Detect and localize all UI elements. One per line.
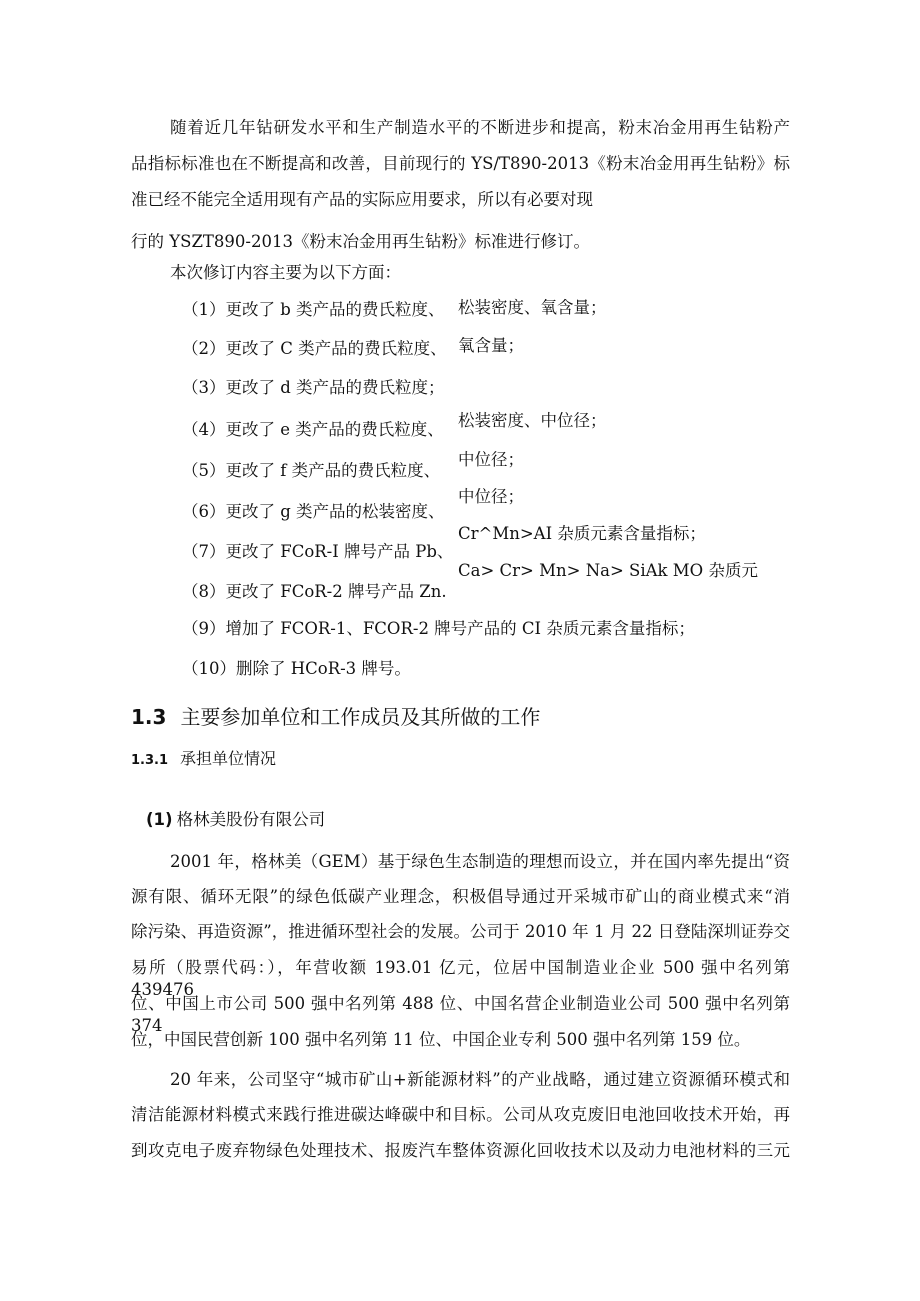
revision-item-3: （3）更改了 d 类产品的费氏粒度； [182, 378, 445, 397]
intro-line-4: 行的 YSZT890-2013《粉末冶金用再生钻粉》标准进行修订。 [131, 232, 590, 251]
para1-line-2: 源有限、循环无限”的绿色低碳产业理念，积极倡导通过开采城市矿山的商业模式来“消 [131, 887, 790, 906]
section-heading [131, 703, 540, 731]
subsection-title: 承担单位情况 [180, 749, 277, 768]
revision-item-6: （6）更改了 g 类产品的松装密度、 [182, 502, 445, 521]
para2-line-2: 清洁能源材料模式来践行推进碳达峰碳中和目标。公司从攻克废旧电池回收技术开始，再 [131, 1105, 790, 1124]
revision-item-2: （2）更改了 C 类产品的费氏粒度、 [182, 339, 447, 358]
intro-line-3: 准已经不能完全适用现有产品的实际应用要求，所以有必要对现 [131, 190, 593, 209]
section-title: 主要参加单位和工作成员及其所做的工作 [180, 705, 541, 729]
company-heading [146, 809, 325, 831]
subsection-heading [131, 748, 276, 772]
revision-right-6: 中位径； [458, 487, 524, 506]
revision-item-1: （1）更改了 b 类产品的费氏粒度、 [182, 300, 445, 319]
revision-item-9: （9）增加了 FCOR-1、FCOR-2 牌号产品的 CI 杂质元素含量指标； [182, 619, 695, 638]
revision-right-5: 中位径； [458, 450, 524, 469]
revision-item-8: （8）更改了 FCoR-2 牌号产品 Zn. [182, 582, 447, 601]
revision-right-1: 松装密度、氧含量； [458, 298, 607, 317]
para2-line-1: 20 年来，公司坚守“城市矿山+新能源材料”的产业战略，通过建立资源循环模式和 [170, 1070, 790, 1089]
revision-intro: 本次修订内容主要为以下方面： [170, 263, 401, 282]
para1-line-5: 位、中国上市公司 500 强中名列第 488 位、中国名营企业制造业公司 500 强中名列第 374 [131, 994, 790, 1035]
para1-line-1: 2001 年，格林美（GEM）基于绿色生态制造的理想而设立，并在国内率先提出“资 [170, 852, 790, 871]
revision-item-7: （7）更改了 FCoR-I 牌号产品 Pb、 [182, 542, 454, 561]
revision-item-5: （5）更改了 f 类产品的费氏粒度、 [182, 461, 441, 480]
company-marker: (1) [146, 810, 173, 829]
para1-line-3: 除污染、再造资源”，推进循环型社会的发展。公司于 2010 年 1 月 22 日登陆深圳证券交 [131, 922, 790, 941]
intro-line-1: 随着近几年钻研发水平和生产制造水平的不断进步和提高，粉末冶金用再生钻粉产 [170, 118, 790, 137]
revision-right-2: 氧含量； [458, 336, 524, 355]
intro-line-2: 品指标标准也在不断提高和改善，目前现行的 YS/T890-2013《粉末冶金用再生钻粉》标 [131, 154, 790, 173]
para1-line-4: 易所（股票代码：），年营收额 193.01 亿元，位居中国制造业企业 500 强中名列第 439476 [131, 958, 790, 999]
revision-right-8: Ca> Cr> Mn> Na> SiAk MO 杂质元 [458, 561, 758, 580]
para1-line-6: 位，中国民营创新 100 强中名列第 11 位、中国企业专利 500 强中名列第 159 位。 [131, 1030, 751, 1049]
revision-right-7: Cr^Mn>AI 杂质元素含量指标； [458, 524, 706, 543]
company-name: 格林美股份有限公司 [176, 810, 326, 829]
para2-line-3: 到攻克电子废弃物绿色处理技术、报废汽车整体资源化回收技术以及动力电池材料的三元 [131, 1141, 790, 1160]
section-number: 1.3 [131, 705, 167, 729]
revision-item-10: （10）删除了 HCoR-3 牌号。 [182, 659, 411, 678]
revision-right-4: 松装密度、中位径； [458, 411, 607, 430]
revision-item-4: （4）更改了 e 类产品的费氏粒度、 [182, 420, 444, 439]
subsection-number: 1.3.1 [131, 753, 169, 768]
